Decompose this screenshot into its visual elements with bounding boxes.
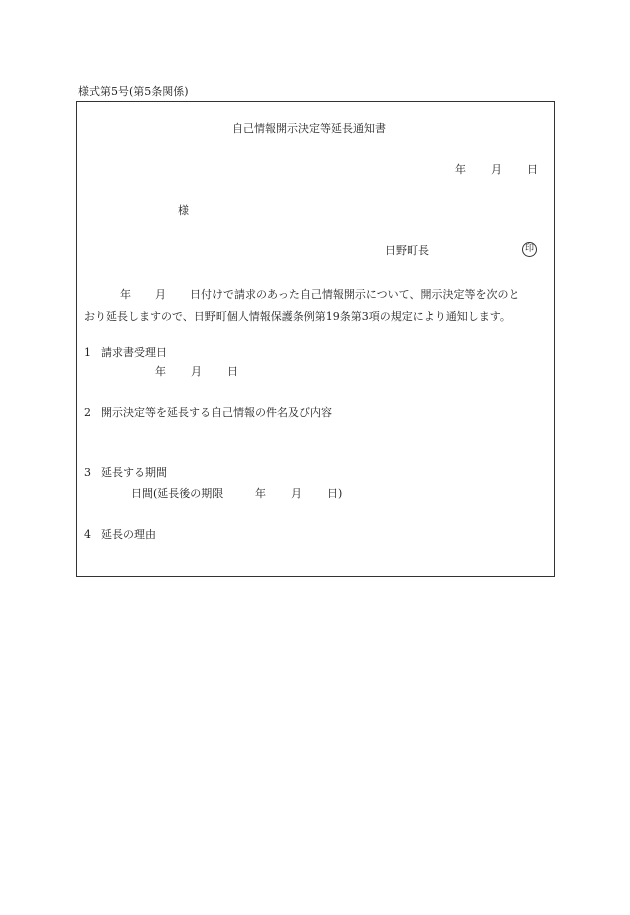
item-3-day-label: 日) [327,487,343,500]
body-month-label: 月 [155,288,166,301]
item-1-number: 1 [84,346,91,359]
body-paragraph [84,284,550,328]
item-1-month-label: 月 [191,365,202,378]
body-year-label: 年 [120,288,131,301]
item-2-label: 開示決定等を延長する自己情報の件名及び内容 [101,406,332,419]
item-3-label: 延長する期間 [101,466,167,479]
item-1-day-label: 日 [227,365,238,378]
item-2-number: 2 [84,406,91,419]
item-3-month-label: 月 [291,487,302,500]
document-title: 自己情報開示決定等延長通知書 [232,122,386,135]
item-4-number: 4 [84,528,91,541]
item-1-label: 請求書受理日 [101,346,167,359]
form-number-label: 様式第5号(第5条関係) [78,85,189,98]
item-1-year-label: 年 [155,365,166,378]
sender-name: 日野町長 [385,244,429,257]
body-sentence-1: 日付けで請求のあった自己情報開示について、開示決定等を次のと [190,288,520,301]
seal-icon: 印 [522,242,537,257]
date-day-label: 日 [527,163,538,176]
notice-frame [76,101,555,577]
item-3-days-label: 日間(延長後の期限 [131,487,224,500]
date-year-label: 年 [455,163,466,176]
date-month-label: 月 [491,163,502,176]
addressee-suffix: 様 [178,204,189,217]
item-3-year-label: 年 [255,487,266,500]
item-3-number: 3 [84,466,91,479]
body-sentence-2: おり延長しますので、日野町個人情報保護条例第19条第3項の規定により通知します。 [84,310,511,323]
item-4-label: 延長の理由 [101,528,156,541]
